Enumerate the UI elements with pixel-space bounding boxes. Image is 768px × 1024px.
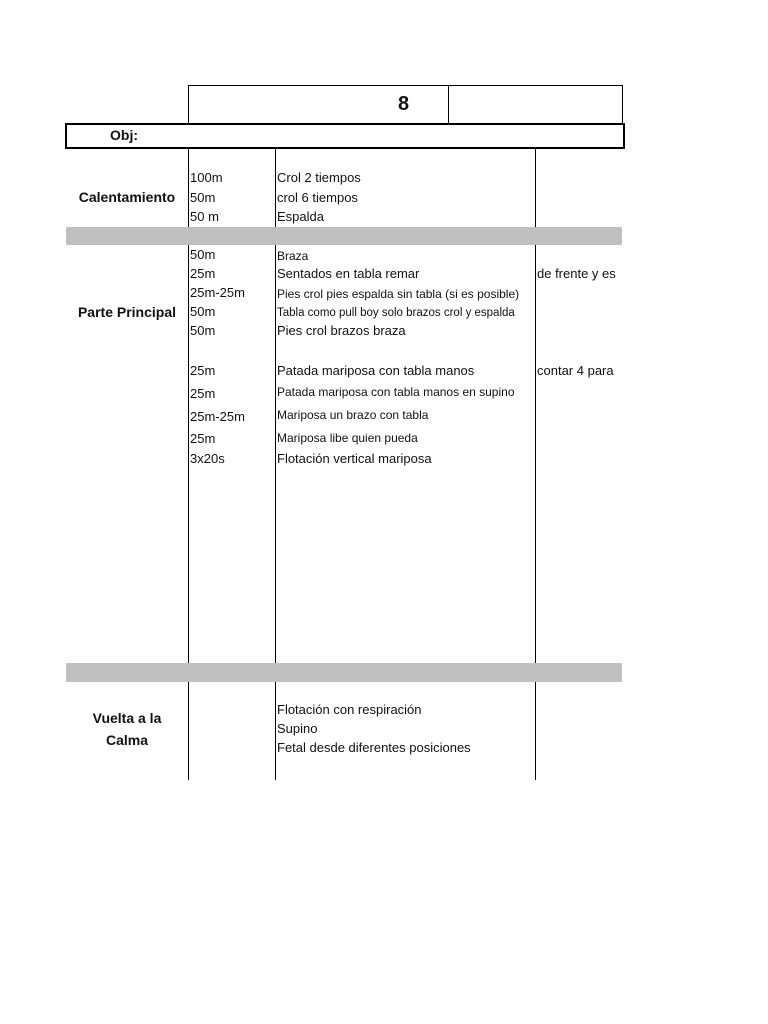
warmup-distance-3: 50 m [190, 209, 219, 224]
main-distance-1: 50m [190, 247, 216, 262]
main-distance-9: 25m [190, 431, 216, 446]
warmup-distance-2: 50m [190, 190, 216, 205]
cooldown-title-line-1: Vuelta a la [92, 710, 162, 726]
main-note-6: contar 4 para [537, 363, 614, 378]
cooldown-title-line-2: Calma [105, 732, 149, 748]
cooldown-exercise-2: Supino [277, 721, 318, 736]
main-exercise-6: Patada mariposa con tabla manos [277, 363, 475, 378]
cooldown-exercise-3: Fetal desde diferentes posiciones [277, 740, 471, 755]
main-exercise-9: Mariposa libe quien pueda [277, 431, 418, 445]
warmup-title: Calentamiento [78, 189, 176, 205]
main-exercise-7: Patada mariposa con tabla manos en supino [277, 385, 515, 399]
warmup-exercise-1: Crol 2 tiempos [277, 170, 361, 185]
warmup-distance-1: 100m [190, 170, 223, 185]
main-distance-4: 50m [190, 304, 216, 319]
main-note-2-clip [537, 266, 623, 282]
main-exercise-1: Braza [277, 249, 309, 263]
main-distance-8: 25m-25m [190, 409, 245, 424]
main-title: Parte Principal [77, 304, 177, 320]
main-exercise-5: Pies crol brazos braza [277, 323, 406, 338]
main-distance-2: 25m [190, 266, 216, 281]
main-distance-5: 50m [190, 323, 216, 338]
separator-band-1 [66, 227, 622, 245]
header-divider [448, 85, 449, 124]
main-exercise-10: Flotación vertical mariposa [277, 451, 432, 466]
objective-label: Obj: [110, 127, 138, 143]
warmup-exercise-3: Espalda [277, 209, 324, 224]
main-distance-7: 25m [190, 386, 216, 401]
main-exercise-8: Mariposa un brazo con tabla [277, 408, 429, 422]
main-distance-10: 3x20s [190, 451, 225, 466]
main-note-2: de frente y es [537, 266, 616, 281]
objective-row [65, 123, 625, 149]
main-distance-6: 25m [190, 363, 216, 378]
separator-band-2 [66, 663, 622, 682]
main-exercise-3: Pies crol pies espalda sin tabla (si es posible) [277, 287, 520, 301]
cooldown-exercise-1: Flotación con respiración [277, 702, 422, 717]
main-distance-3: 25m-25m [190, 285, 245, 300]
main-exercise-4: Tabla como pull boy solo brazos crol y espalda [277, 307, 515, 319]
main-exercise-2: Sentados en tabla remar [277, 266, 420, 281]
warmup-exercise-2: crol 6 tiempos [277, 190, 358, 205]
main-note-6-clip [537, 363, 623, 379]
session-number: 8 [398, 93, 410, 115]
